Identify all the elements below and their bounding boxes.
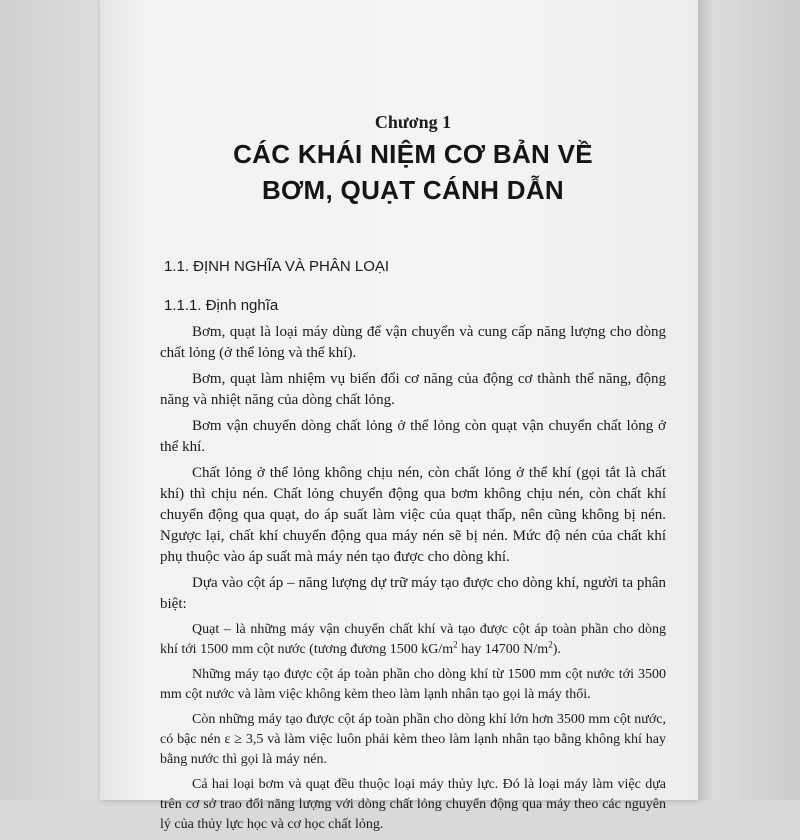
subsection-heading: 1.1.1. Định nghĩa xyxy=(164,297,279,314)
fan-text-end: ). xyxy=(552,642,561,657)
paragraph-fan-definition xyxy=(160,620,666,660)
paragraph-pump-fan: Bơm vận chuyển dòng chất lỏng ở thể lỏng còn quạt vận chuyển chất lỏng ở thể khí. xyxy=(160,418,666,455)
page-content xyxy=(160,108,666,840)
page-edge xyxy=(698,0,712,800)
paragraph-compressor: Còn những máy tạo được cột áp toàn phần cho dòng khí lớn hơn 3500 mm cột nước, có bậc nén ε ≥ 3,5 và làm việc luôn phải kèm theo làm lạnh nhân tạo bằng không khí hay bằng nước thì gọi là máy nén. xyxy=(160,712,666,767)
paragraph-hydraulic: Cả hai loại bơm và quạt đều thuộc loại máy thủy lực. Đó là loại máy làm việc dựa trên cơ sở trao đổi năng lượng với dòng chất lỏng chuyển động qua máy theo các nguyên lý của thủy lực học và cơ học chất lỏng. xyxy=(160,777,666,832)
paragraph-classification: Dựa vào cột áp – năng lượng dự trữ máy tạo được cho dòng khí, người ta phân biệt: xyxy=(160,575,666,612)
chapter-title-line-1: CÁC KHÁI NIỆM CƠ BẢN VỀ xyxy=(233,139,593,169)
fan-text-mid: hay 14700 N/m xyxy=(457,642,549,657)
superscript-2: 2 xyxy=(548,639,553,650)
superscript-1: 2 xyxy=(453,639,458,650)
paragraph-blower: Những máy tạo được cột áp toàn phần cho dòng khí từ 1500 mm cột nước tới 3500 mm cột nước và làm việc không kèm theo làm lạnh nhân tạo gọi là máy thổi. xyxy=(160,667,666,702)
paragraph-definition: Bơm, quạt là loại máy dùng để vận chuyển và cung cấp năng lượng cho dòng chất lỏng (ở thể lỏng và thể khí). xyxy=(160,324,666,361)
chapter-title-line-2: BƠM, QUẠT CÁNH DẪN xyxy=(261,175,564,205)
paragraph-function: Bơm, quạt làm nhiệm vụ biến đổi cơ năng của động cơ thành thế năng, động năng và nhiệt năng của dòng chất lỏng. xyxy=(160,371,666,408)
fan-text-main: Quạt – là những máy vận chuyển chất khí và tạo được cột áp toàn phần cho dòng khí tới 1500 mm cột nước (tương đương 1500 kG/m xyxy=(160,622,666,657)
section-heading: 1.1. ĐỊNH NGHĨA VÀ PHÂN LOẠI xyxy=(164,258,390,275)
chapter-label: Chương 1 xyxy=(374,112,452,132)
paragraph-compressibility: Chất lỏng ở thể lỏng không chịu nén, còn chất lỏng ở thể khí (gọi tắt là chất khí) thì chịu nén. Chất lỏng chuyển động qua bơm không chịu nén, còn chất khí chuyển động qua quạt, do áp suất làm việc của quạt thấp, nên cũng không bị nén. Ngược lại, chất khí chuyển động qua máy nén sẽ bị nén. Mức độ nén của chất khí phụ thuộc vào áp suất mà máy nén tạo được cho dòng khí. xyxy=(160,465,666,565)
